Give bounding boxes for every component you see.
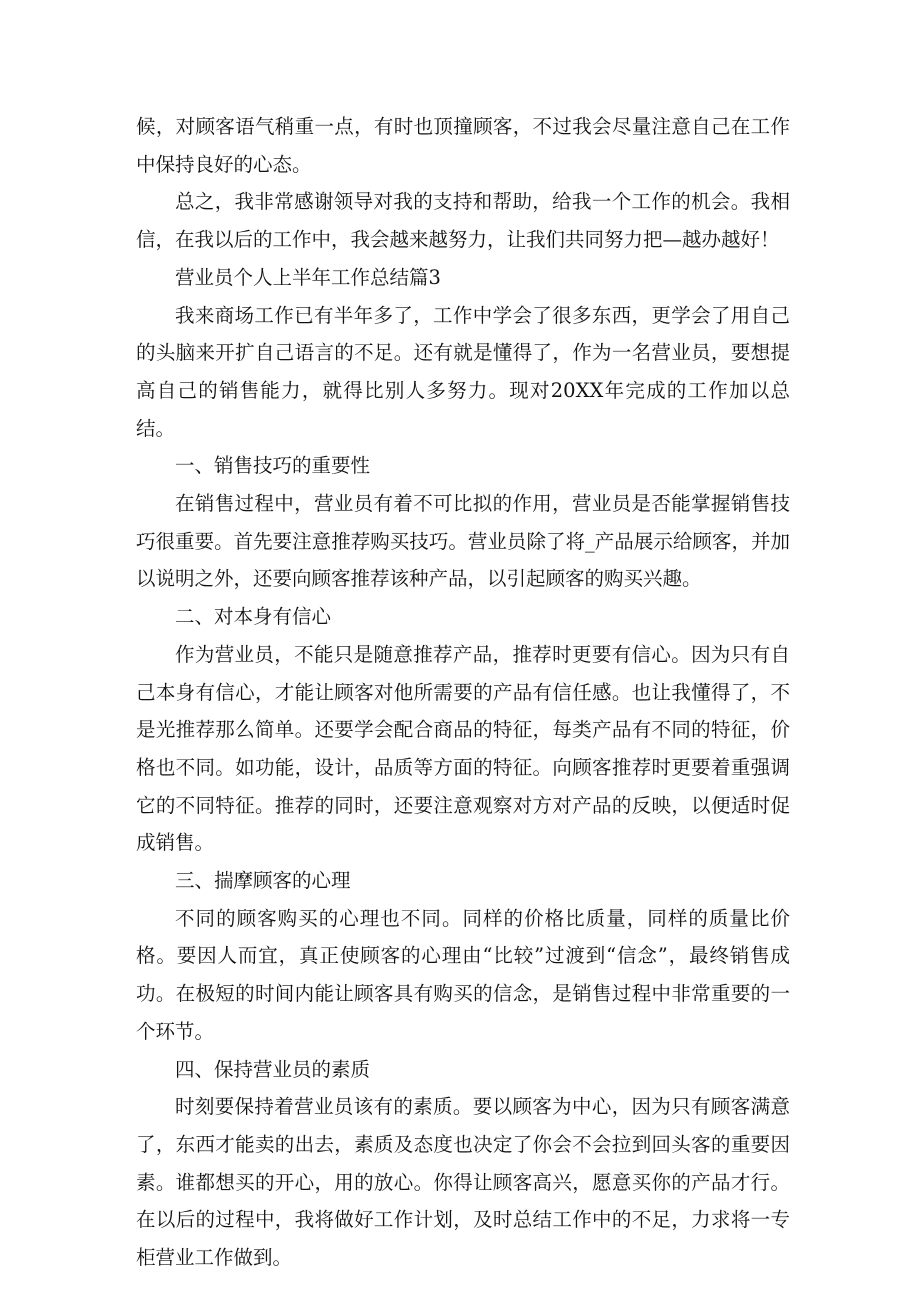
document-body: [136, 108, 790, 1277]
paragraph-customer-psychology: 不同的顾客购买的心理也不同。同样的价格比质量，同样的质量比价格。要因人而宜，真正使顾客的心理由“比较”过渡到“信念”，最终销售成功。在极短的时间内能让顾客具有购买的信念，是销售过程中非常重要的一个环节。: [136, 906, 790, 1043]
paragraph-intro: 我来商场工作已有半年多了，工作中学会了很多东西，更学会了用自己的头脑来开扩自己语言的不足。还有就是懂得了，作为一名营业员，要想提高自己的销售能力，就得比别人多努力。现对20XX年完成的工作加以总结。: [136, 303, 790, 440]
paragraph-staff-quality: 时刻要保持着营业员该有的素质。要以顾客为中心，因为只有顾客满意了，东西才能卖的出去，素质及态度也决定了你会不会拉到回头客的重要因素。谁都想买的开心，用的放心。你得让顾客高兴，愿意买你的产品才行。在以后的过程中，我将做好工作计划，及时总结工作中的不足，力求将一专柜营业工作做到。: [136, 1095, 790, 1270]
paragraph-continuation: 候，对顾客语气稍重一点，有时也顶撞顾客，不过我会尽量注意自己在工作中保持良好的心态。: [136, 115, 790, 176]
heading-customer-psychology: 三、揣摩顾客的心理: [175, 869, 351, 893]
paragraph-closing-thanks: 总之，我非常感谢领导对我的支持和帮助，给我一个工作的机会。我相信，在我以后的工作中，我会越来越努力，让我们共同努力把—越办越好！: [136, 190, 790, 252]
paragraph-sales-skills: 在销售过程中，营业员有着不可比拟的作用，营业员是否能掌握销售技巧很重要。首先要注意推荐购买技巧。营业员除了将_产品展示给顾客，并加以说明之外，还要向顾客推荐该种产品，以引起顾客的购买兴趣。: [136, 492, 790, 591]
heading-staff-quality: 四、保持营业员的素质: [175, 1057, 371, 1081]
paragraph-confidence: 作为营业员，不能只是随意推荐产品，推荐时更要有信心。因为只有自己本身有信心，才能让顾客对他所需要的产品有信任感。也让我懂得了，不是光推荐那么简单。还要学会配合商品的特征，每类产品有不同的特征，价格也不同。如功能，设计，品质等方面的特征。向顾客推荐时更要着重强调它的不同特征。推荐的同时，还要注意观察对方对产品的反映，以便适时促成销售。: [136, 642, 790, 855]
section-title: 营业员个人上半年工作总结篇3: [175, 265, 441, 289]
heading-confidence: 二、对本身有信心: [175, 605, 332, 629]
heading-sales-skills: 一、销售技巧的重要性: [175, 454, 371, 478]
